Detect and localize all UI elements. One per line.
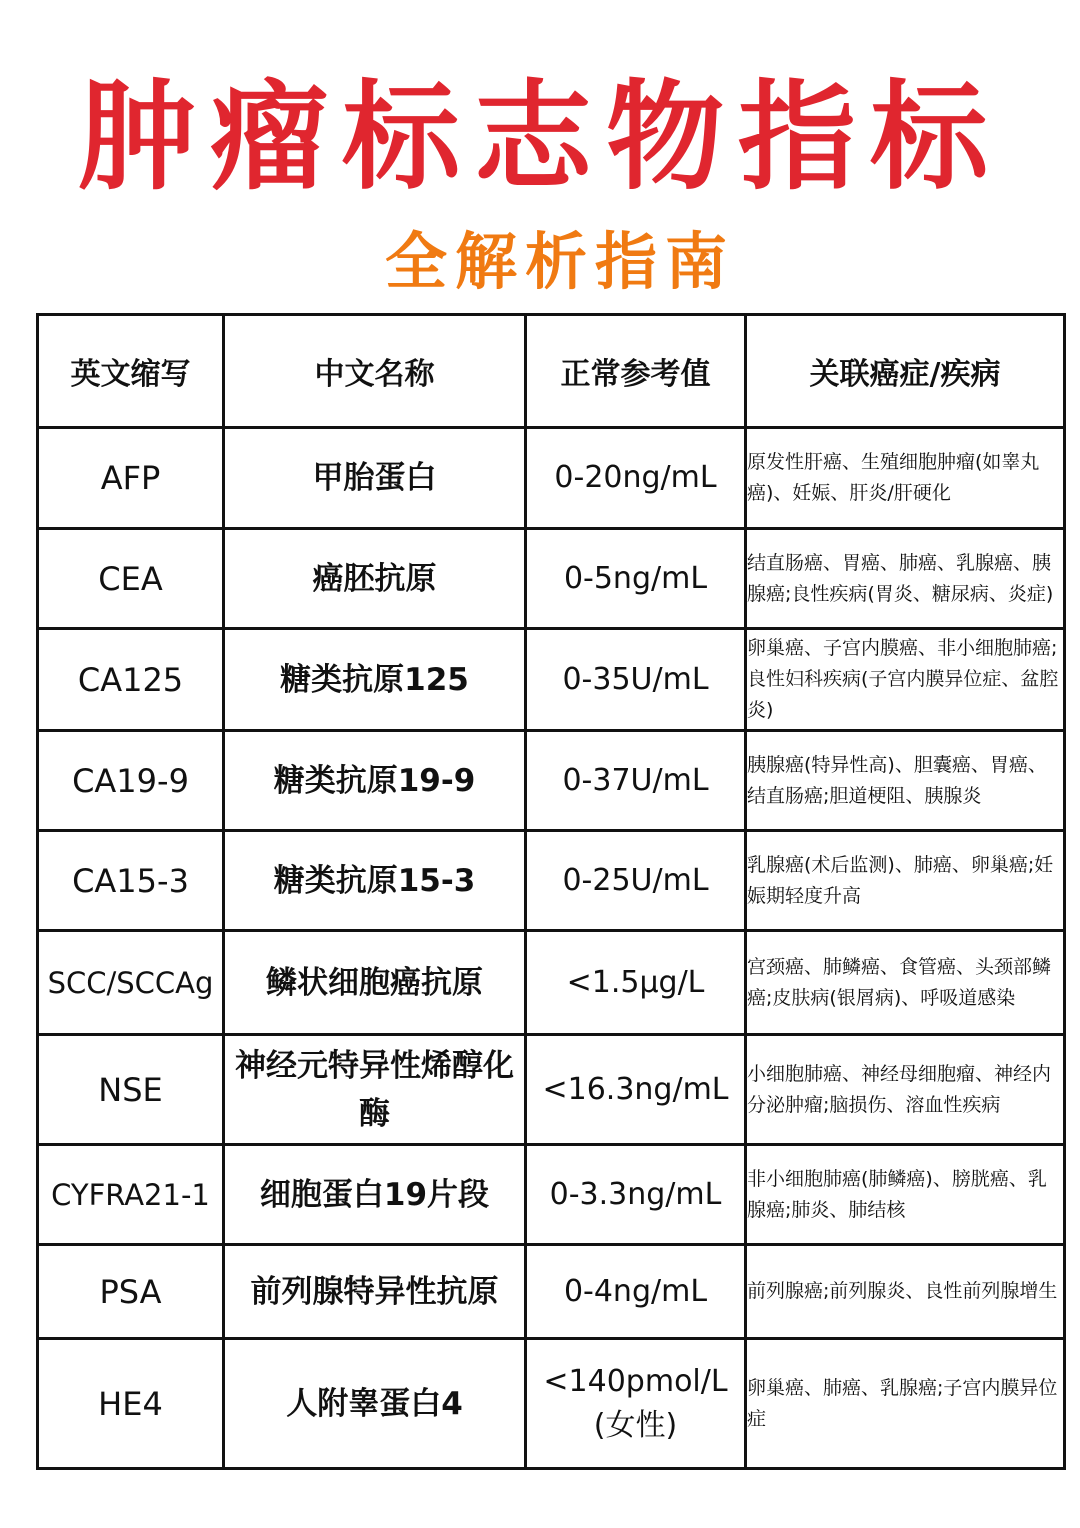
abbr-cell: CA15-3 xyxy=(38,831,224,931)
reference-cell: 0-35U/mL xyxy=(526,629,746,731)
disease-cell: 原发性肝癌、生殖细胞肿瘤(如睾丸癌)、妊娠、肝炎/肝硬化 xyxy=(746,428,1065,529)
name-cell: 糖类抗原125 xyxy=(224,629,526,731)
table-row xyxy=(38,1339,1065,1469)
column-header-name: 中文名称 xyxy=(224,315,526,428)
name-cell: 神经元特异性烯醇化酶 xyxy=(224,1035,526,1145)
abbr-cell: CYFRA21-1 xyxy=(38,1145,224,1245)
page-subtitle: 全解析指南 xyxy=(384,225,735,298)
disease-cell: 前列腺癌;前列腺炎、良性前列腺增生 xyxy=(746,1245,1065,1339)
name-cell: 人附睾蛋白4 xyxy=(224,1339,526,1469)
abbr-cell: HE4 xyxy=(38,1339,224,1469)
table-row xyxy=(38,428,1065,529)
tumor-marker-table xyxy=(36,313,1066,1470)
name-cell: 鳞状细胞癌抗原 xyxy=(224,931,526,1035)
reference-cell: 0-25U/mL xyxy=(526,831,746,931)
name-cell: 糖类抗原15-3 xyxy=(224,831,526,931)
table-row xyxy=(38,731,1065,831)
table-header-row xyxy=(38,315,1065,428)
name-cell: 细胞蛋白19片段 xyxy=(224,1145,526,1245)
disease-cell: 宫颈癌、肺鳞癌、食管癌、头颈部鳞癌;皮肤病(银屑病)、呼吸道感染 xyxy=(746,931,1065,1035)
column-header-diseases: 关联癌症/疾病 xyxy=(746,315,1065,428)
disease-cell: 结直肠癌、胃癌、肺癌、乳腺癌、胰腺癌;良性疾病(胃炎、糖尿病、炎症) xyxy=(746,529,1065,629)
abbr-cell: CA19-9 xyxy=(38,731,224,831)
reference-cell: 0-37U/mL xyxy=(526,731,746,831)
name-cell: 前列腺特异性抗原 xyxy=(224,1245,526,1339)
disease-cell: 乳腺癌(术后监测)、肺癌、卵巢癌;妊娠期轻度升高 xyxy=(746,831,1065,931)
table-row xyxy=(38,931,1065,1035)
abbr-cell: CEA xyxy=(38,529,224,629)
name-cell: 糖类抗原19-9 xyxy=(224,731,526,831)
reference-cell: 0-4ng/mL xyxy=(526,1245,746,1339)
disease-cell: 非小细胞肺癌(肺鳞癌)、膀胱癌、乳腺癌;肺炎、肺结核 xyxy=(746,1145,1065,1245)
abbr-cell: NSE xyxy=(38,1035,224,1145)
disease-cell: 卵巢癌、子宫内膜癌、非小细胞肺癌;良性妇科疾病(子宫内膜异位症、盆腔炎) xyxy=(746,629,1065,731)
disease-cell: 小细胞肺癌、神经母细胞瘤、神经内分泌肿瘤;脑损伤、溶血性疾病 xyxy=(746,1035,1065,1145)
abbr-cell: SCC/SCCAg xyxy=(38,931,224,1035)
table-row xyxy=(38,1245,1065,1339)
table-row xyxy=(38,831,1065,931)
name-cell: 甲胎蛋白 xyxy=(224,428,526,529)
table-row xyxy=(38,529,1065,629)
name-cell: 癌胚抗原 xyxy=(224,529,526,629)
reference-cell: 0-5ng/mL xyxy=(526,529,746,629)
page-title: 肿瘤标志物指标 xyxy=(77,68,1002,206)
reference-cell: 0-20ng/mL xyxy=(526,428,746,529)
column-header-abbr: 英文缩写 xyxy=(38,315,224,428)
disease-cell: 胰腺癌(特异性高)、胆囊癌、胃癌、结直肠癌;胆道梗阻、胰腺炎 xyxy=(746,731,1065,831)
reference-cell: <1.5μg/L xyxy=(526,931,746,1035)
table-row xyxy=(38,1035,1065,1145)
abbr-cell: PSA xyxy=(38,1245,224,1339)
table-row xyxy=(38,629,1065,731)
reference-cell: <140pmol/L (女性) xyxy=(526,1339,746,1469)
reference-cell: <16.3ng/mL xyxy=(526,1035,746,1145)
column-header-reference: 正常参考值 xyxy=(526,315,746,428)
table-row xyxy=(38,1145,1065,1245)
abbr-cell: CA125 xyxy=(38,629,224,731)
abbr-cell: AFP xyxy=(38,428,224,529)
reference-cell: 0-3.3ng/mL xyxy=(526,1145,746,1245)
disease-cell: 卵巢癌、肺癌、乳腺癌;子宫内膜异位症 xyxy=(746,1339,1065,1469)
